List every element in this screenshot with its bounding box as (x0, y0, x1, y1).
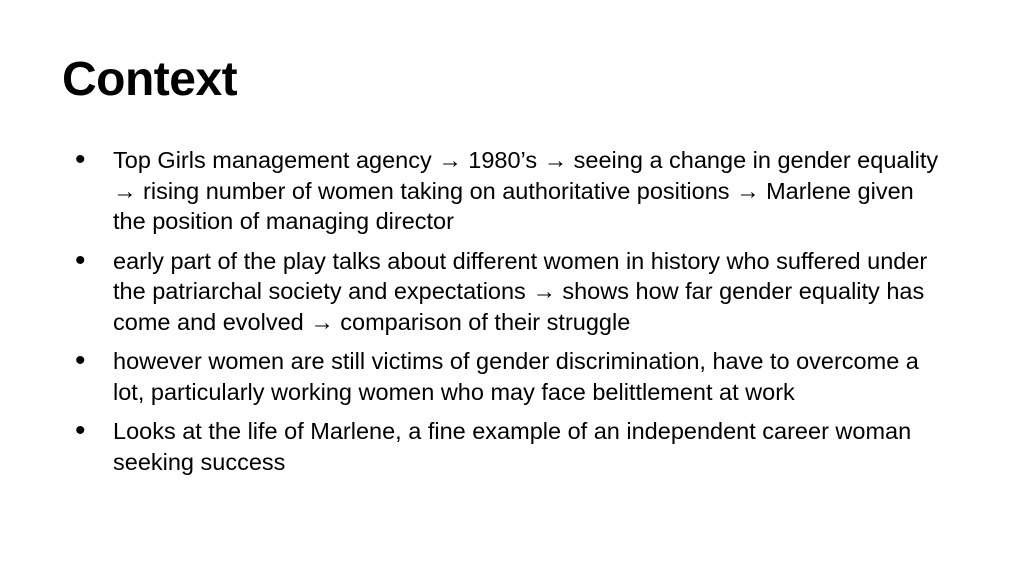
bullet-text: however women are still victims of gender discrimination, have to overcome a lot, particularly working women who may face belittlement at work (113, 348, 919, 405)
bullet-item (0, 145, 943, 237)
bullet-item (0, 416, 943, 477)
bullet-item (0, 243, 943, 338)
bullet-item (0, 346, 943, 407)
bullet-list (0, 145, 1024, 486)
bullet-dot: • (75, 414, 86, 447)
bullet-text: early part of the play talks about different women in history who suffered under the patriarchal society and expectations → shows how far gender equality has come and evolved → comparison of their struggle (113, 247, 928, 335)
bullet-dot: • (75, 143, 86, 176)
bullet-text: Looks at the life of Marlene, a fine example of an independent career woman seeking success (113, 418, 912, 475)
slide-title: Context (62, 53, 238, 106)
bullet-text: Top Girls management agency → 1980’s → seeing a change in gender equality → rising number of women taking on authoritative positions → Marlene given the position of managing director (113, 147, 939, 234)
bullet-dot: • (75, 243, 86, 277)
bullet-dot: • (75, 344, 86, 377)
